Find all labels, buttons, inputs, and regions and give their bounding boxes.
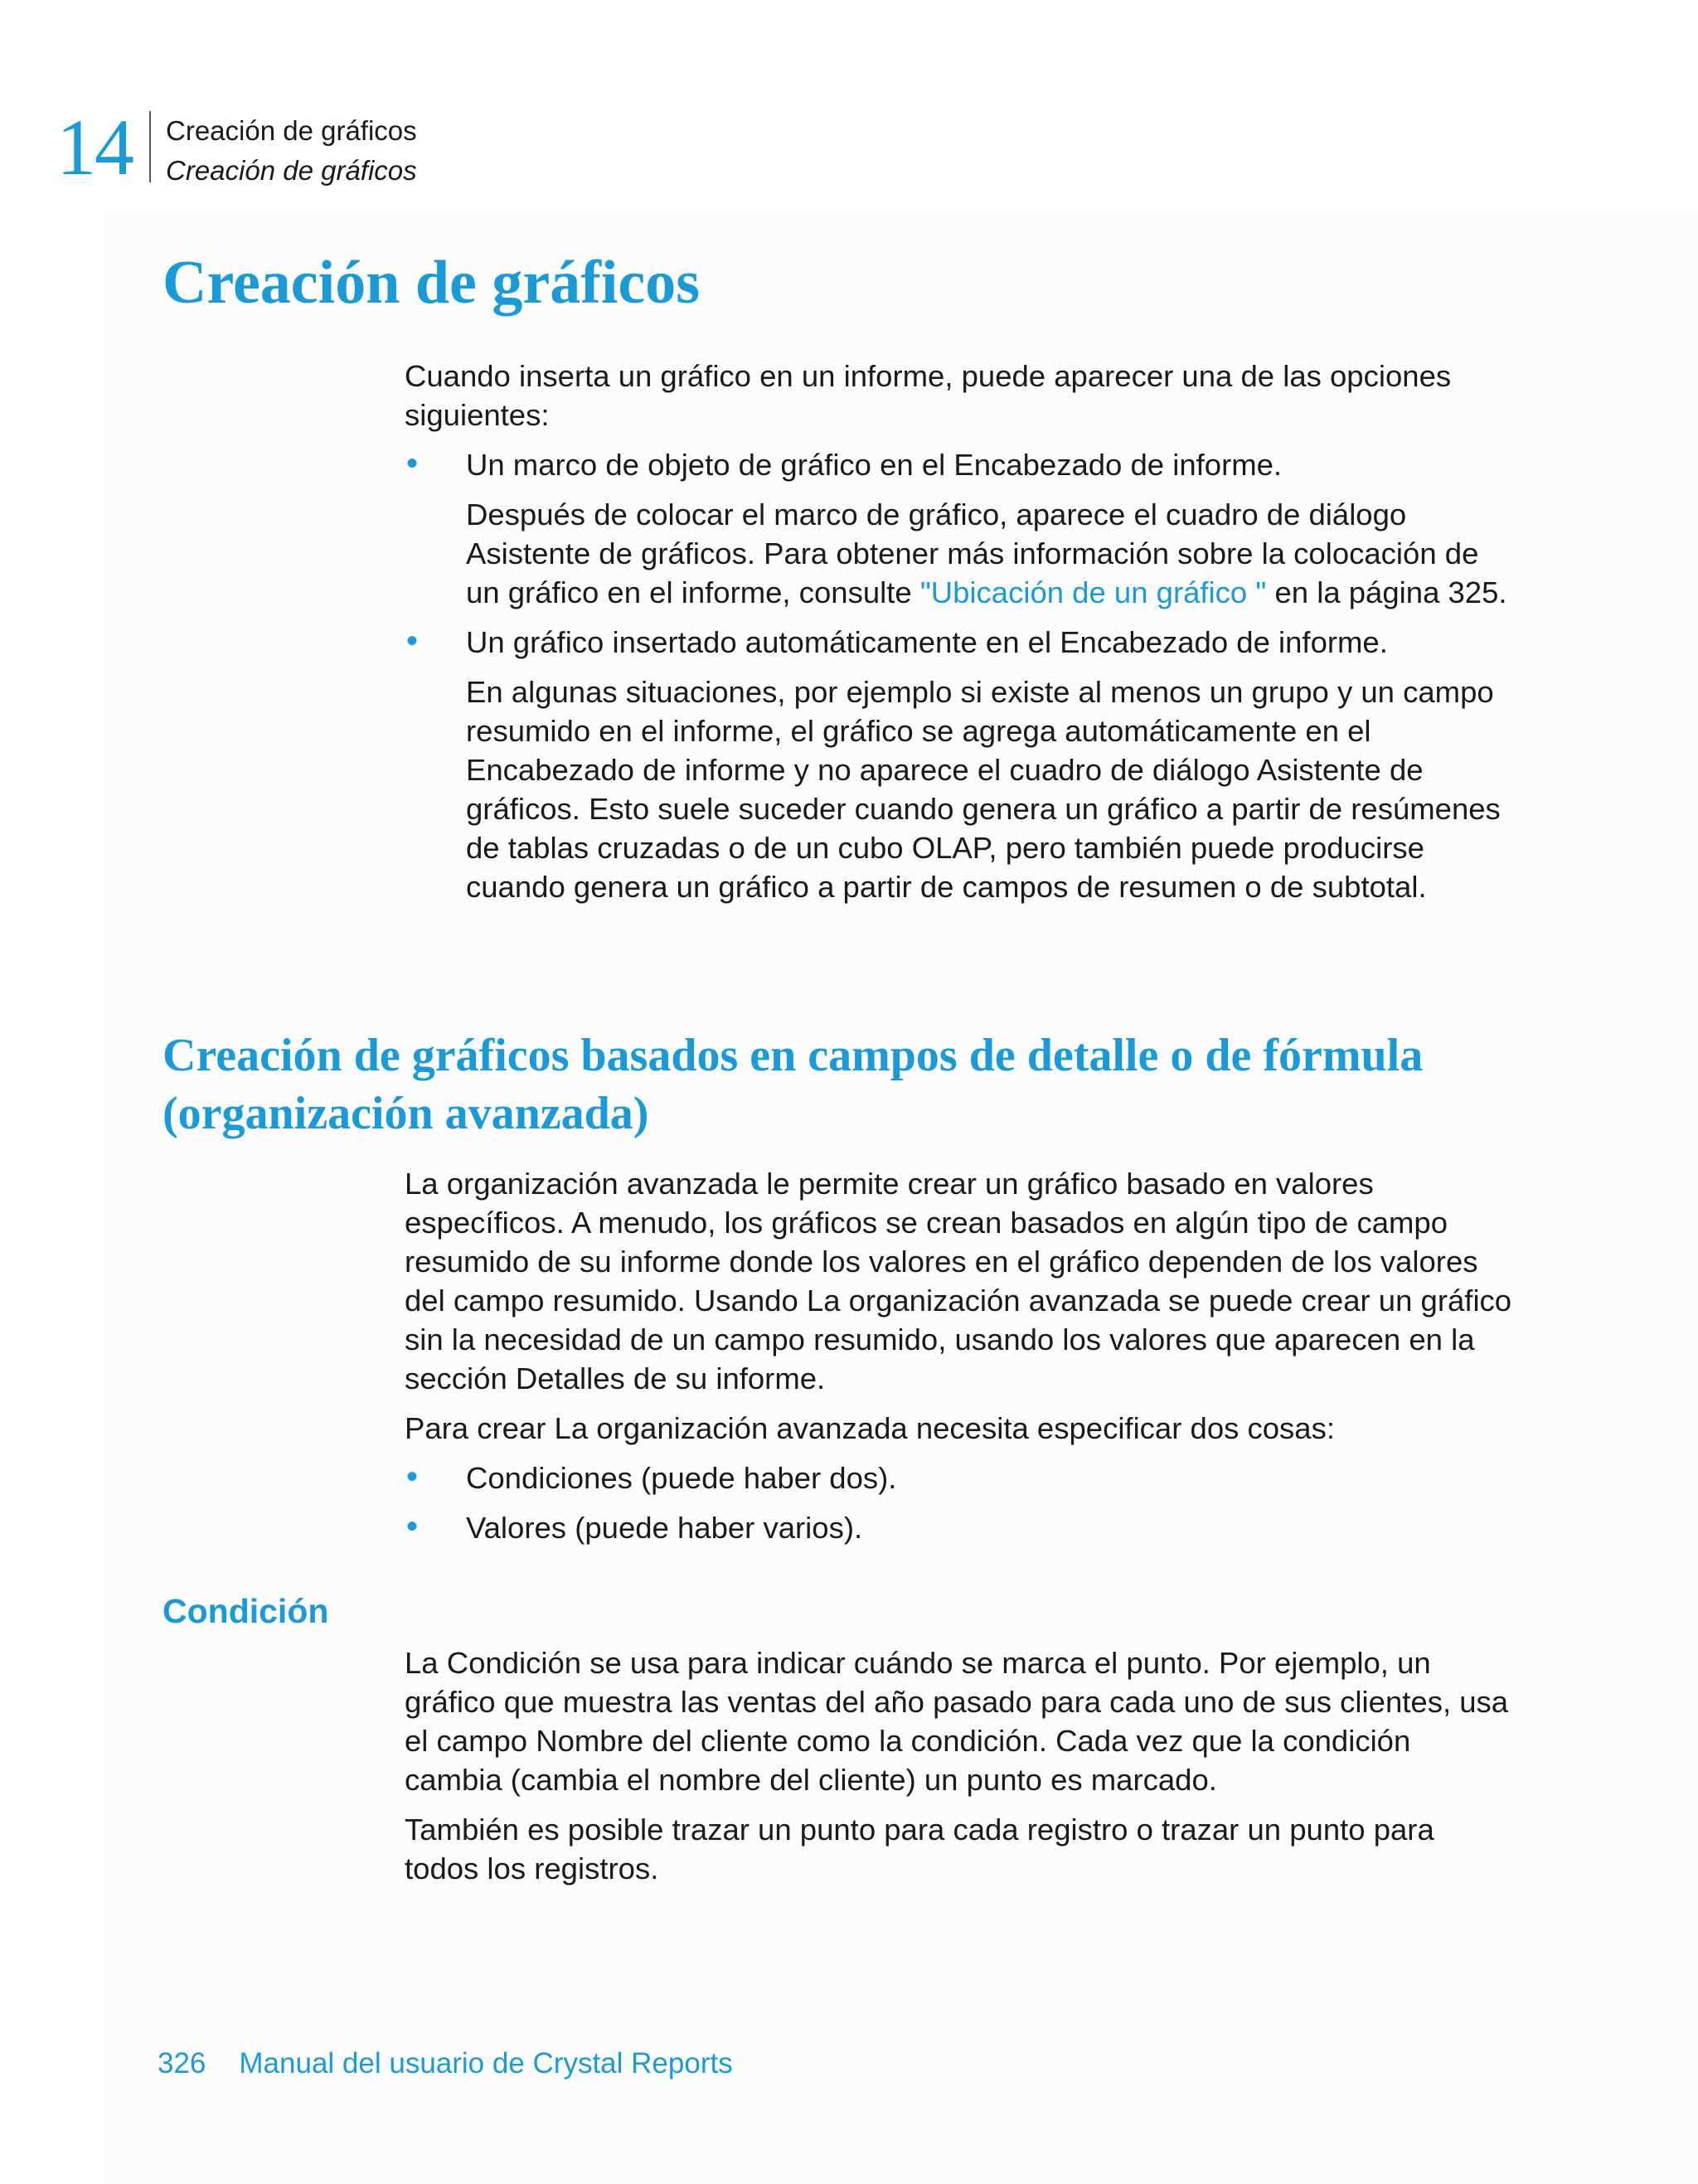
list-item-text: Un marco de objeto de gráfico en el Encabezado de informe. — [466, 448, 1283, 482]
subsection-body — [405, 1164, 1516, 1558]
header-chapter-title: Creación de gráficos — [166, 115, 417, 146]
paragraph: La organización avanzada le permite crear un gráfico basado en valores específicos. A menudo, los gráficos se crean basados en algún tipo de campo resumido de su informe donde los valores en el gráfico dependen de los valores del campo resumido. Usando La organización avanzada se puede crear un gráfico sin la necesidad de un campo resumido, usando los valores que aparecen en la sección Detalles de su informe. — [405, 1167, 1512, 1395]
bullet-icon: • — [406, 1508, 419, 1545]
cross-reference-link[interactable]: "Ubicación de un gráfico " — [919, 575, 1267, 609]
page-number: 326 — [158, 2047, 206, 2080]
bullet-icon: • — [406, 623, 419, 659]
condition-heading: Condición — [163, 1592, 329, 1630]
section-title: Creación de gráficos — [163, 249, 701, 317]
section-body — [405, 357, 1516, 917]
header-text — [166, 111, 417, 191]
header-section-title: Creación de gráficos — [166, 155, 417, 186]
list-item-detail — [405, 495, 1516, 612]
detail-text: Después de colocar el marco de gráfico, aparece el cuadro de diálogo Asistente de gráficos. Para obtener más información sobre la colocación de un gráfico en el informe, consulte — [466, 497, 1479, 609]
bullet-icon: • — [406, 1458, 419, 1495]
chapter-number: 14 — [56, 103, 133, 192]
list-item-text: Condiciones (puede haber dos). — [466, 1461, 897, 1495]
list-item — [405, 1458, 1516, 1497]
intro-paragraph: Cuando inserta un gráfico en un informe, puede aparecer una de las opciones siguientes: — [405, 359, 1452, 432]
list-item-text: Valores (puede haber varios). — [466, 1511, 863, 1545]
list-item — [405, 445, 1516, 484]
condition-body — [405, 1643, 1516, 1899]
paragraph: La Condición se usa para indicar cuándo se marca el punto. Por ejemplo, un gráfico que muestra las ventas del año pasado para cada uno de sus clientes, usa el campo Nombre del cliente como la condición. Cada vez que la condición cambia (cambia el nombre del cliente) un punto es marcado. — [405, 1646, 1509, 1797]
bullet-icon: • — [406, 445, 419, 482]
list-item — [405, 623, 1516, 662]
subsection-title: Creación de gráficos basados en campos de detalle o de fórmula (organización avanzada) — [163, 1030, 1424, 1139]
detail-text-end: en la página 325. — [1266, 575, 1507, 609]
list-item — [405, 1508, 1516, 1547]
book-title: Manual del usuario de Crystal Reports — [239, 2047, 733, 2080]
page-footer — [158, 2045, 733, 2083]
list-item-detail: En algunas situaciones, por ejemplo si existe al menos un grupo y un campo resumido en el informe, el gráfico se agrega automáticamente en el Encabezado de informe y no aparece el cuadro de diálogo Asistente de gráficos. Esto suele suceder cuando genera un gráfico a partir de resúmenes de tablas cruzadas o de un cubo OLAP, pero también puede producirse cuando genera un gráfico a partir de campos de resumen o de subtotal. — [466, 675, 1501, 904]
list-item-text: Un gráfico insertado automáticamente en el Encabezado de informe. — [466, 625, 1388, 659]
paragraph: También es posible trazar un punto para cada registro o trazar un punto para todos los registros. — [405, 1813, 1434, 1886]
paragraph: Para crear La organización avanzada necesita especificar dos cosas: — [405, 1411, 1336, 1445]
header-divider — [149, 111, 151, 182]
